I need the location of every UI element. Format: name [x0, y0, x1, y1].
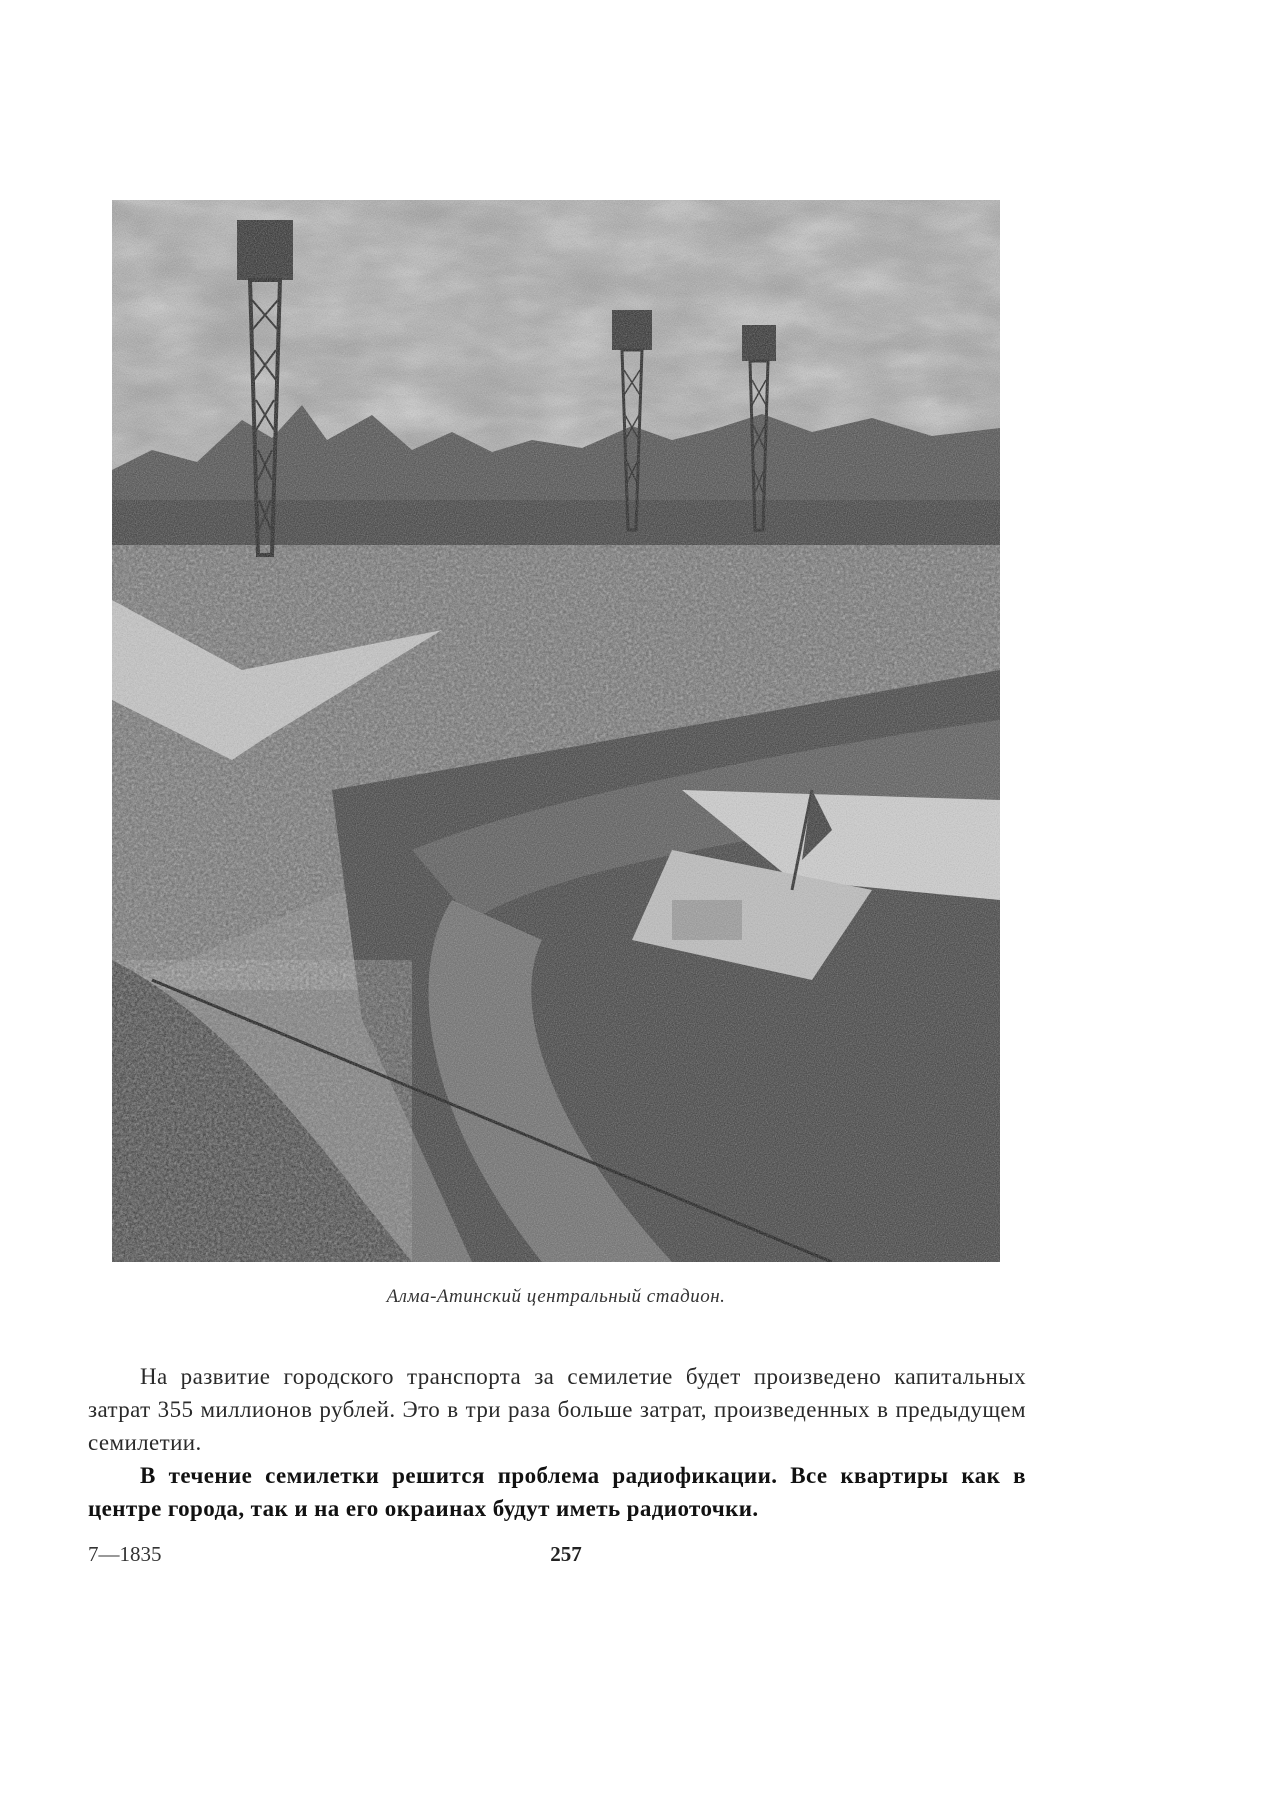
paragraph-radiofication: В течение семилетки решится проблема радиофикации. Все квартиры как в центре города, так и на его окраинах будут иметь радиоточки. — [88, 1463, 1026, 1521]
photo-grain — [112, 200, 1000, 1262]
photo-caption: Алма-Атинский центральный стадион. — [386, 1286, 726, 1307]
page-number: 257 — [550, 1542, 582, 1566]
paragraph-transport: На развитие городского транспорта за семилетие будет произведено капитальных затрат 355 миллионов рублей. Это в три раза больше затрат, произведенных в предыдущем семилетии. — [88, 1364, 1026, 1455]
signature-code: 7—1835 — [88, 1542, 162, 1566]
body-text — [88, 1360, 1026, 1525]
stadium-photo-drawing — [112, 200, 1000, 1262]
stadium-photo — [112, 200, 1000, 1262]
